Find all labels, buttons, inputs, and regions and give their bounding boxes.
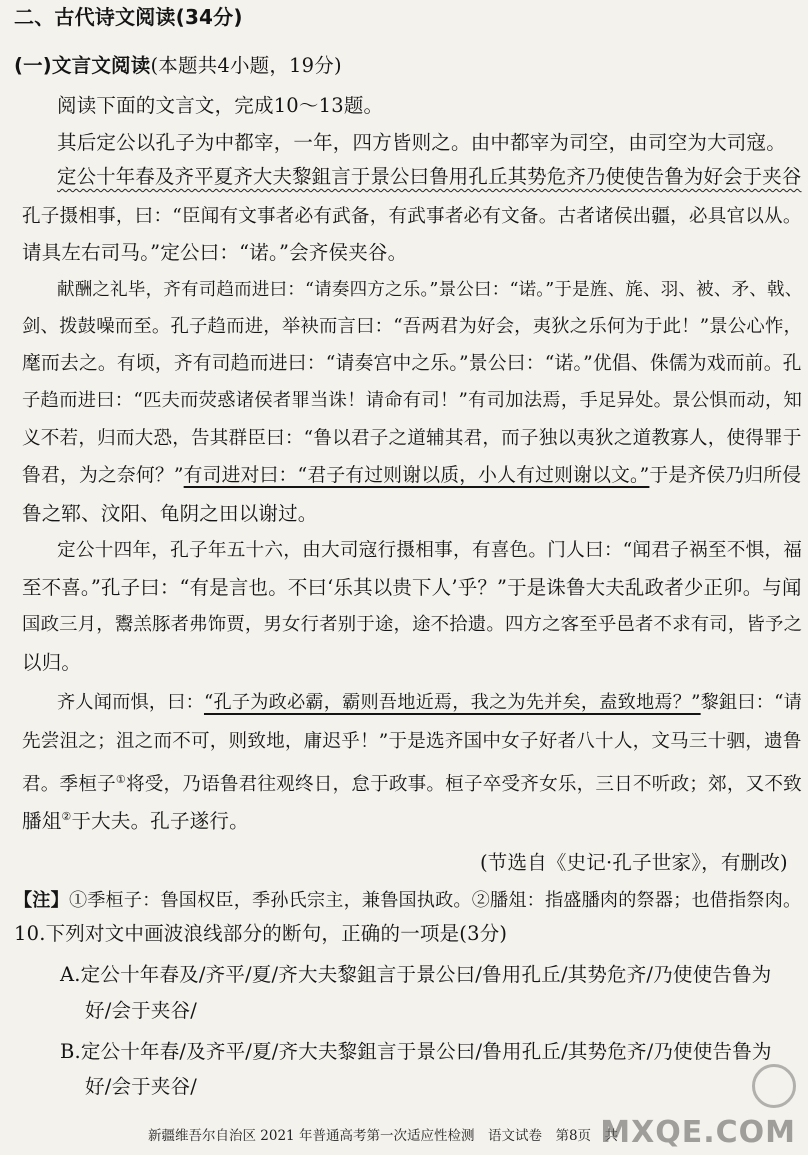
page-footer: 新疆维吾尔自治区 2021 年普通高考第一次适应性检测 语文试卷 第8页 共 bbox=[148, 1128, 619, 1144]
passage-line: 至不喜。”孔子曰：“有是言也。不曰‘乐其以贵下人’乎？”于是诛鲁大夫乱政者少正卯。与闻 bbox=[22, 576, 802, 599]
watermark-text: MXQE.COM bbox=[600, 1115, 796, 1150]
passage-fragment: 黎鉏曰：“请 bbox=[700, 692, 802, 713]
passage-line bbox=[22, 463, 801, 489]
passage-fragment: 将受，乃语鲁君往观终日，怠于政事。桓子卒受齐女乐，三日不听政；郊，又不致 bbox=[125, 774, 802, 796]
note-label: 【注】 bbox=[14, 890, 69, 911]
wavy-underlined-sentence: 定公十年春及齐平夏齐大夫黎鉏言于景公曰鲁用孔丘其势危齐乃使使告鲁为好会于夹谷 bbox=[57, 165, 802, 188]
underlined-sentence: “孔子为政必霸，霸则吾地近焉，我之为先并矣，盍致地焉？” bbox=[203, 692, 701, 713]
instruction-text: 阅读下面的文言文，完成10～13题。 bbox=[57, 94, 384, 117]
passage-line bbox=[22, 767, 802, 798]
passage-fragment: 膰俎 bbox=[22, 809, 62, 833]
passage-fragment: 君。季桓子 bbox=[22, 774, 116, 796]
passage-line: 剑、拨鼓噪而至。孔子趋而进，举袂而言曰：“吾两君为好会，夷狄之乐何为于此！”景公心怍， bbox=[22, 316, 803, 337]
underlined-sentence: 有司进对曰：“君子有过则谢以质，小人有过则谢以文。” bbox=[183, 465, 650, 486]
subsection-note: (本题共4小题，19分) bbox=[150, 54, 342, 77]
passage-line bbox=[22, 804, 249, 835]
question-10-stem: 10.下列对文中画波浪线部分的断句，正确的一项是(3分) bbox=[14, 922, 508, 945]
footnote-marker: ② bbox=[61, 810, 72, 823]
passage-line: 献酬之礼毕，齐有司趋而进曰：“请奏四方之乐。”景公曰：“诺。”于是旌、旄、羽、被、矛、戟、 bbox=[57, 280, 803, 300]
passage-line: 定公十四年，孔子年五十六，由大司寇行摄相事，有喜色。门人曰：“闻君子祸至不惧，福 bbox=[57, 540, 803, 561]
note-text: ①季桓子：鲁国权臣，季孙氏宗主，兼鲁国执政。②膰俎：指盛膰肉的祭器；也借指祭肉。 bbox=[68, 890, 802, 911]
source-citation: (节选自《史记·孔子世家》，有删改) bbox=[480, 851, 788, 874]
section-title: 二、古代诗文阅读(34分) bbox=[14, 5, 243, 29]
passage-fragment: 于大夫。孔子遂行。 bbox=[71, 809, 249, 833]
option-a-continued: 好/会于夹谷/ bbox=[85, 999, 198, 1022]
passage-line: 鲁之郓、汶阳、龟阴之田以谢过。 bbox=[22, 502, 318, 525]
passage-fragment: 于是齐侯乃归所侵 bbox=[649, 465, 802, 486]
annotation-note bbox=[14, 888, 801, 914]
passage-line: 义不若，归而大恐，告其群臣曰：“鲁以君子之道辅其君，而子独以夷狄之道教寡人，使得罪于 bbox=[22, 428, 802, 449]
option-b: B.定公十年春/及齐平/夏/齐大夫黎鉏言于景公曰/鲁用孔丘/其势危齐/乃使使告鲁为 bbox=[60, 1040, 772, 1063]
passage-line: 其后定公以孔子为中都宰，一年，四方皆则之。由中都宰为司空，由司空为大司寇。 bbox=[57, 131, 786, 154]
passage-line: 先尝沮之；沮之而不可，则致地，庸迟乎！”于是选齐国中女子好者八十人，文马三十驷，遗鲁 bbox=[22, 731, 802, 752]
passage-line: 以归。 bbox=[22, 651, 82, 674]
passage-line: 子趋而进曰：“匹夫而荧惑诸侯者罪当诛！请命有司！”有司加法焉，手足异处。景公惧而动，知 bbox=[22, 390, 803, 411]
footnote-marker: ① bbox=[115, 773, 126, 786]
option-a: A.定公十年春及/齐平/夏/齐大夫黎鉏言于景公曰/鲁用孔丘/其势危齐/乃使使告鲁为 bbox=[60, 963, 772, 986]
passage-fragment: 鲁君，为之奈何？” bbox=[22, 465, 184, 486]
site-watermark bbox=[600, 1056, 800, 1152]
passage-line: 麾而去之。有顷，齐有司趋而进曰：“请奏宫中之乐。”景公曰：“诺。”优倡、侏儒为戏而前。孔 bbox=[22, 353, 802, 374]
passage-line bbox=[57, 690, 802, 716]
option-b-continued: 好/会于夹谷/ bbox=[85, 1075, 198, 1098]
watermark-circle-icon bbox=[752, 1064, 796, 1108]
subsection-heading bbox=[14, 53, 342, 79]
passage-line: 孔子摄相事，曰：“臣闻有文事者必有武备，有武事者必有文备。古者诸侯出疆，必具官以从。 bbox=[22, 206, 802, 227]
passage-fragment: 齐人闻而惧，曰： bbox=[57, 692, 204, 713]
passage-line: 请具左右司马。”定公曰：“诺。”会齐侯夹谷。 bbox=[22, 241, 408, 264]
passage-line: 国政三月，鬻羔豚者弗饰贾，男女行者别于途，途不拾遗。四方之客至乎邑者不求有司，皆予之 bbox=[22, 614, 803, 635]
subsection-title: (一)文言文阅读 bbox=[14, 54, 151, 77]
